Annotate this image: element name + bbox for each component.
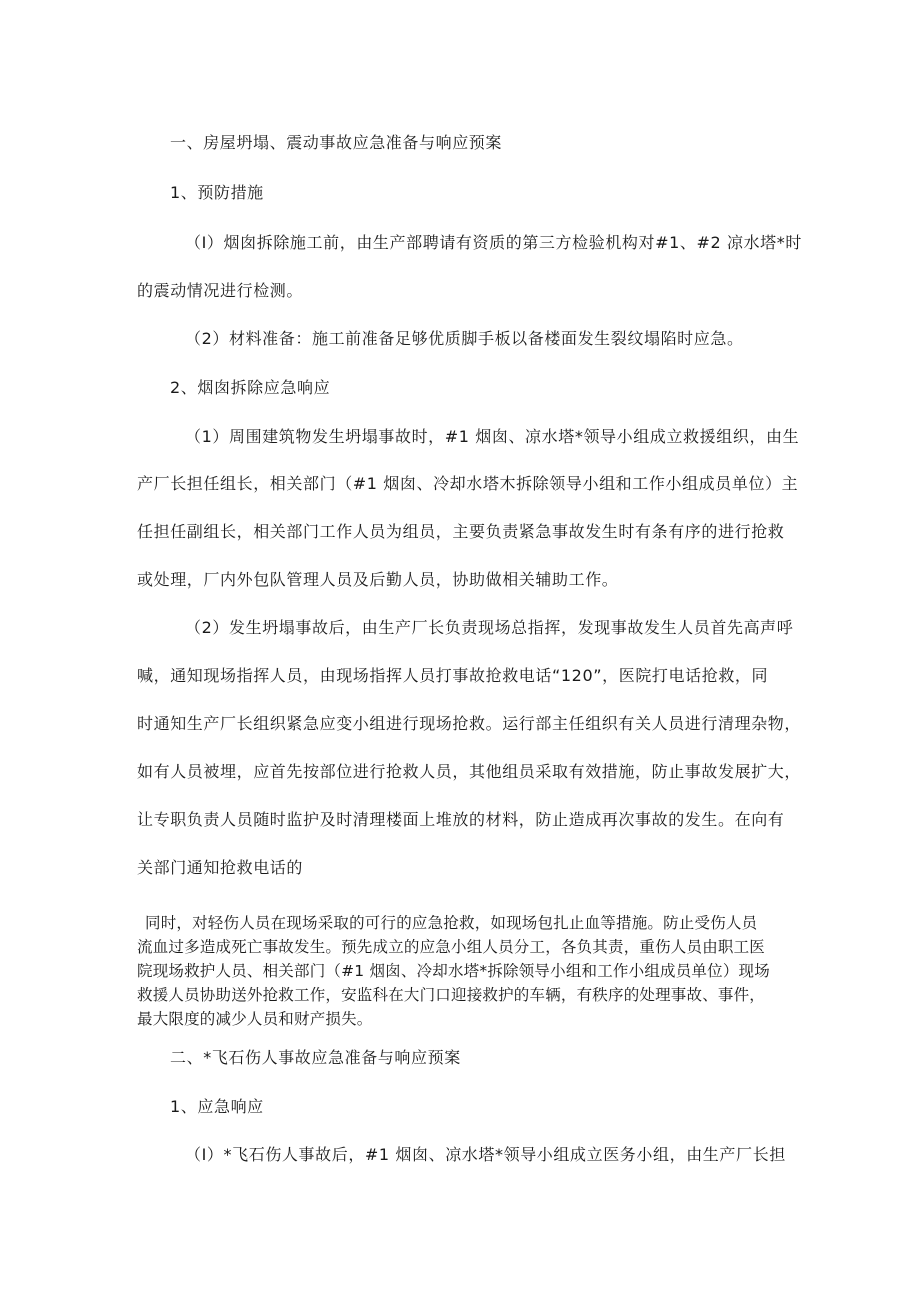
paragraph-line: （2）材料准备：施工前准备足够优质脚手板以备楼面发生裂纹塌陷时应急。 bbox=[185, 329, 744, 348]
paragraph-line: 救援人员协助送外抢救工作，安监科在大门口迎接救护的车辆，有秩序的处理事故、事件， bbox=[137, 986, 766, 1004]
paragraph-line: 院现场救护人员、相关部门（#1 烟囱、冷却水塔*拆除领导小组和工作小组成员单位）现场 bbox=[137, 962, 770, 980]
paragraph-line: 最大限度的减少人员和财产损失。 bbox=[137, 1010, 373, 1028]
subheading-response: 2、烟囱拆除应急响应 bbox=[170, 378, 331, 397]
section-heading-2: 二、*飞石伤人事故应急准备与响应预案 bbox=[170, 1048, 461, 1067]
subheading-prevention: 1、预防措施 bbox=[170, 183, 264, 202]
paragraph-line: 如有人员被埋，应首先按部位进行抢救人员，其他组员采取有效措施，防止事故发展扩大， bbox=[137, 762, 802, 781]
paragraph-line: 喊，通知现场指挥人员，由现场指挥人员打事故抢救电话“120”，医院打电话抢救，同 bbox=[137, 666, 769, 685]
paragraph-line: （2）发生坍塌事故后，由生产厂长负责现场总指挥，发现事故发生人员首先高声呼 bbox=[185, 618, 794, 637]
paragraph-line: （I）烟囱拆除施工前，由生产部聘请有资质的第三方检验机构对#1、#2 凉水塔*时 bbox=[185, 233, 802, 252]
paragraph-line: 的震动情况进行检测。 bbox=[137, 281, 304, 300]
section-heading-1: 一、房屋坍塌、震动事故应急准备与响应预案 bbox=[170, 133, 503, 152]
paragraph-line: 或处理，厂内外包队管理人员及后勤人员，协助做相关辅助工作。 bbox=[137, 570, 619, 589]
paragraph-line: 关部门通知抢救电话的 bbox=[137, 858, 304, 877]
paragraph-line: 同时，对轻伤人员在现场采取的可行的应急抢救，如现场包扎止血等措施。防止受伤人员 bbox=[145, 914, 758, 932]
subheading-emergency-response: 1、应急响应 bbox=[170, 1097, 264, 1116]
paragraph-line: （I）*飞石伤人事故后，#1 烟囱、凉水塔*领导小组成立医务小组，由生产厂长担 bbox=[185, 1145, 786, 1164]
paragraph-line: 时通知生产厂长组织紧急应变小组进行现场抢救。运行部主任组织有关人员进行清理杂物， bbox=[137, 714, 802, 733]
paragraph-line: 让专职负责人员随时监护及时清理楼面上堆放的材料，防止造成再次事故的发生。在向有 bbox=[137, 810, 785, 829]
paragraph-line: 产厂长担任组长，相关部门（#1 烟囱、冷却水塔木拆除领导小组和工作小组成员单位）主 bbox=[137, 474, 799, 493]
paragraph-line: 流血过多造成死亡事故发生。预先成立的应急小组人员分工，各负其责，重伤人员由职工医 bbox=[137, 938, 766, 956]
paragraph-line: （1）周围建筑物发生坍塌事故时，#1 烟囱、凉水塔*领导小组成立救援组织，由生 bbox=[185, 427, 800, 446]
paragraph-line: 任担任副组长，相关部门工作人员为组员，主要负责紧急事故发生时有条有序的进行抢救 bbox=[137, 522, 785, 541]
